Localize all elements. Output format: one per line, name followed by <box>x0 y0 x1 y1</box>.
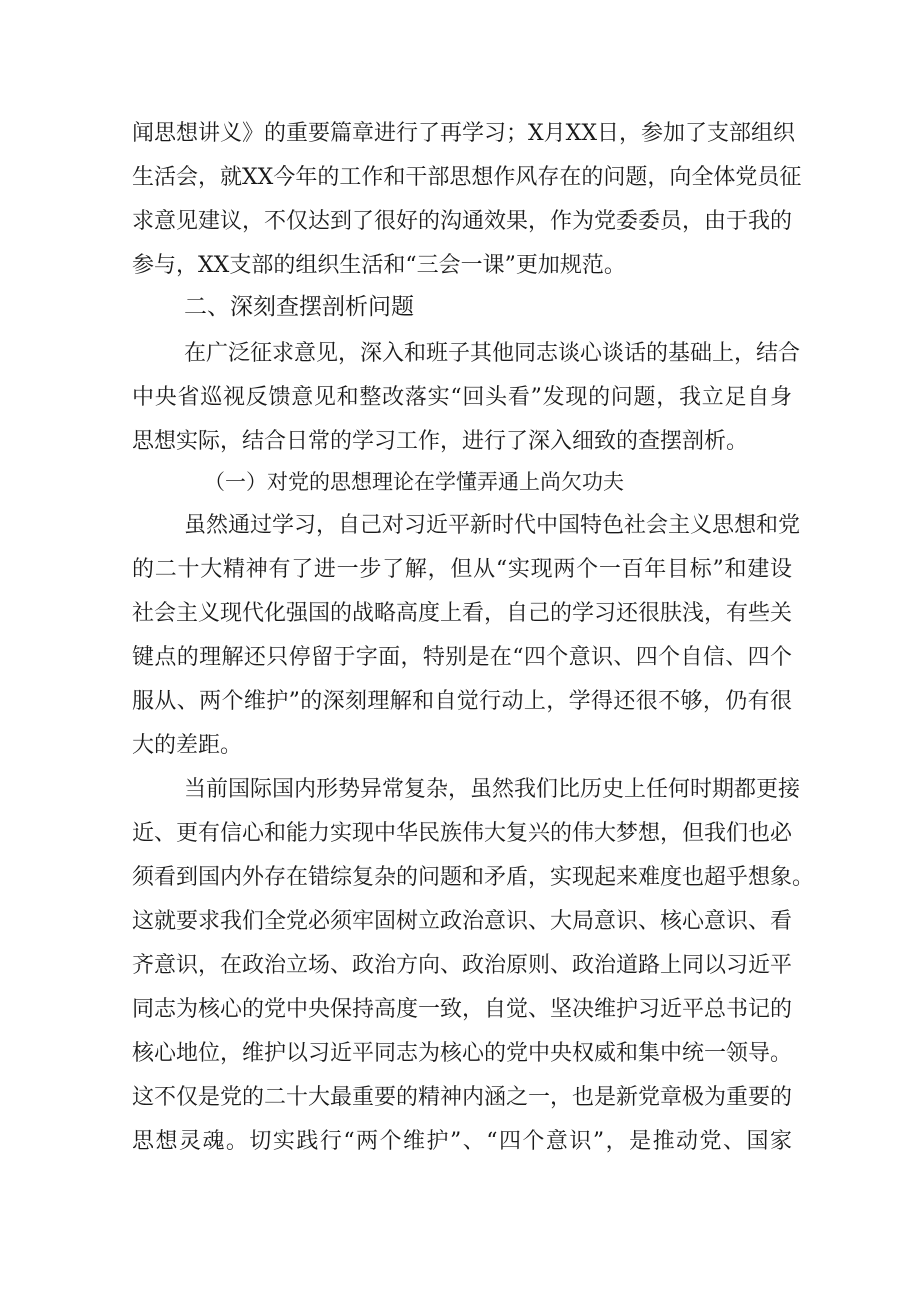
paragraph-line: 键点的理解还只停留于字面，特别是在“四个意识、四个自信、四个 <box>132 645 792 670</box>
paragraph-line: 的二十大精神有了进一步了解，但从“实现两个一百年目标”和建设 <box>132 557 792 582</box>
paragraph-line: 大的差距。 <box>132 733 243 758</box>
subsection-heading: （一）对党的思想理论在学懂弄通上尚欠功夫 <box>204 470 624 494</box>
paragraph-line: 在广泛征求意见，深入和班子其他同志谈心谈话的基础上，结合 <box>184 341 801 366</box>
paragraph-line: 服从、两个维护”的深刻理解和自觉行动上，学得还很不够，仍有很 <box>132 689 792 714</box>
section-heading: 二、深刻查摆剖析问题 <box>184 294 414 320</box>
paragraph-line: 求意见建议，不仅达到了很好的沟通效果，作为党委委员，由于我的 <box>132 209 793 234</box>
paragraph-line: 当前国际国内形势异常复杂，虽然我们比历史上任何时期都更接 <box>184 777 801 802</box>
paragraph-line: 这就要求我们全党必须牢固树立政治意识、大局意识、核心意识、看 <box>132 909 793 934</box>
paragraph-line: 虽然通过学习，自己对习近平新时代中国特色社会主义思想和党 <box>184 513 801 538</box>
paragraph-line: 社会主义现代化强国的战略高度上看，自己的学习还很肤浅，有些关 <box>132 601 793 626</box>
paragraph-line: 须看到国内外存在错综复杂的问题和矛盾，实现起来难度也超乎想象。 <box>132 865 815 890</box>
paragraph-line: 生活会，就XX今年的工作和干部思想作风存在的问题，向全体党员征 <box>132 165 802 190</box>
paragraph-line: 同志为核心的党中央保持高度一致，自觉、坚决维护习近平总书记的 <box>132 997 793 1022</box>
paragraph-line: 核心地位，维护以习近平同志为核心的党中央权威和集中统一领导。 <box>132 1041 793 1066</box>
paragraph-line: 思想灵魂。切实践行“两个维护”、“四个意识”，是推动党、国家 <box>132 1129 792 1154</box>
paragraph-line: 思想实际，结合日常的学习工作，进行了深入细致的查摆剖析。 <box>132 429 749 454</box>
paragraph-line: 闻思想讲义》的重要篇章进行了再学习；X月XX日，参加了支部组织 <box>132 121 795 146</box>
paragraph-line: 中央省巡视反馈意见和整改落实“回头看”发现的问题，我立足自身 <box>132 385 792 410</box>
paragraph-line: 近、更有信心和能力实现中华民族伟大复兴的伟大梦想，但我们也必 <box>132 821 793 846</box>
paragraph-line: 参与，XX支部的组织生活和“三会一课”更加规范。 <box>132 253 626 278</box>
paragraph-line: 齐意识，在政治立场、政治方向、政治原则、政治道路上同以习近平 <box>132 953 793 978</box>
paragraph-line: 这不仅是党的二十大最重要的精神内涵之一，也是新党章极为重要的 <box>132 1085 793 1110</box>
